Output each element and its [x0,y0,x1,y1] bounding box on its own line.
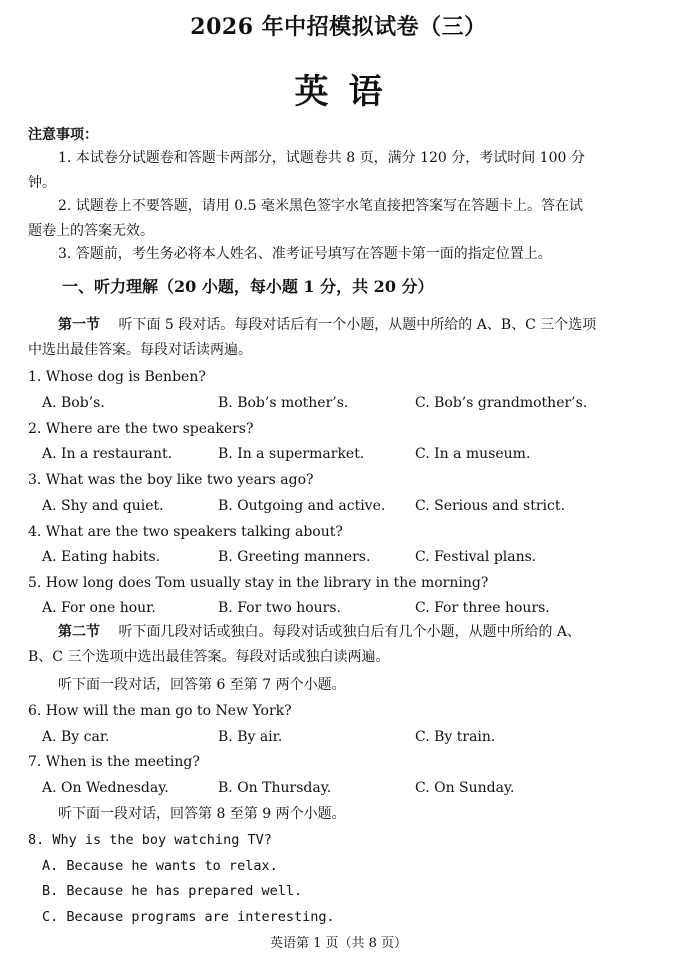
question-5-option-c: C. For three hours. [415,600,550,616]
question-3: 3. What was the boy like two years ago? [28,472,314,488]
question-5-option-b: B. For two hours. [218,600,341,616]
question-7-option-a: A. On Wednesday. [42,780,169,796]
section-2-label: 第二节 [58,624,100,640]
question-5: 5. How long does Tom usually stay in the library in the morning? [28,575,489,591]
notice-item-3 [28,242,658,267]
question-6-option-b: B. By air. [218,729,283,745]
question-4: 4. What are the two speakers talking about? [28,524,343,540]
question-2-option-b: B. In a supermarket. [218,446,365,462]
question-1-option-c: C. Bob’s grandmother’s. [415,395,588,411]
question-8-option-b: B. Because he has prepared well. [42,883,303,899]
section-2-instructions [28,620,660,670]
section-1-text-line-1: 听下面 5 段对话。每段对话后有一个小题，从题中所给的 A、B、C 三个选项 [118,317,597,333]
question-6-option-c: C. By train. [415,729,496,745]
question-3-option-b: B. Outgoing and active. [218,498,386,514]
question-5-option-a: A. For one hour. [42,600,156,616]
notice-heading: 注意事项： [28,127,98,143]
question-7: 7. When is the meeting? [28,754,200,770]
question-7-option-b: B. On Thursday. [218,780,332,796]
question-6-option-a: A. By car. [42,729,110,745]
section-1-label: 第一节 [58,317,100,333]
question-8-option-a: A. Because he wants to relax. [42,858,278,874]
question-4-option-c: C. Festival plans. [415,549,537,565]
section-1-text-line-2: 中选出最佳答案。每段对话读两遍。 [28,342,252,358]
notice-item-2 [28,194,658,244]
question-4-option-a: A. Eating habits. [42,549,161,565]
notice-item-2-line-1: 2. 试题卷上不要答题，请用 0.5 毫米黑色签字水笔直接把答案写在答题卡上。答在试 [58,198,583,214]
question-2: 2. Where are the two speakers? [28,421,254,437]
question-1-option-a: A. Bob’s. [42,395,105,411]
question-3-option-c: C. Serious and strict. [415,498,565,514]
question-4-option-b: B. Greeting manners. [218,549,371,565]
notice-item-1-line-1: 1. 本试卷分试题卷和答题卡两部分，试题卷共 8 页，满分 120 分，考试时间 100 分 [58,150,585,166]
question-8-option-c: C. Because programs are interesting. [42,909,335,925]
section-2-text-line-2: B、C 三个选项中选出最佳答案。每段对话或独白读两遍。 [28,649,390,665]
question-3-option-a: A. Shy and quiet. [42,498,164,514]
section-2-text-line-1: 听下面几段对话或独白。每段对话或独白后有几个小题，从题中所给的 A、 [118,624,582,640]
notice-item-1 [28,146,658,196]
instruction-questions-6-7: 听下面一段对话，回答第 6 至第 7 两个小题。 [58,677,346,693]
question-6: 6. How will the man go to New York? [28,703,292,719]
notice-item-2-line-2: 题卷上的答案无效。 [28,223,154,239]
exam-title: 2026 年中招模拟试卷（三） [190,14,487,40]
question-8: 8. Why is the boy watching TV? [28,832,272,848]
subject-title: 英语 [294,72,403,112]
question-2-option-a: A. In a restaurant. [42,446,173,462]
question-2-option-c: C. In a museum. [415,446,531,462]
question-7-option-c: C. On Sunday. [415,780,515,796]
part-1-heading: 一、听力理解（20 小题，每小题 1 分，共 20 分） [62,277,434,296]
notice-item-1-line-2: 钟。 [28,175,56,191]
question-1-option-b: B. Bob’s mother’s. [218,395,349,411]
instruction-questions-8-9: 听下面一段对话，回答第 8 至第 9 两个小题。 [58,806,346,822]
question-1: 1. Whose dog is Benben? [28,369,206,385]
section-1-instructions [28,313,660,363]
notice-item-3-line: 3. 答题前，考生务必将本人姓名、准考证号填写在答题卡第一面的指定位置上。 [58,246,552,262]
page-footer: 英语第 1 页（共 8 页） [269,936,408,951]
